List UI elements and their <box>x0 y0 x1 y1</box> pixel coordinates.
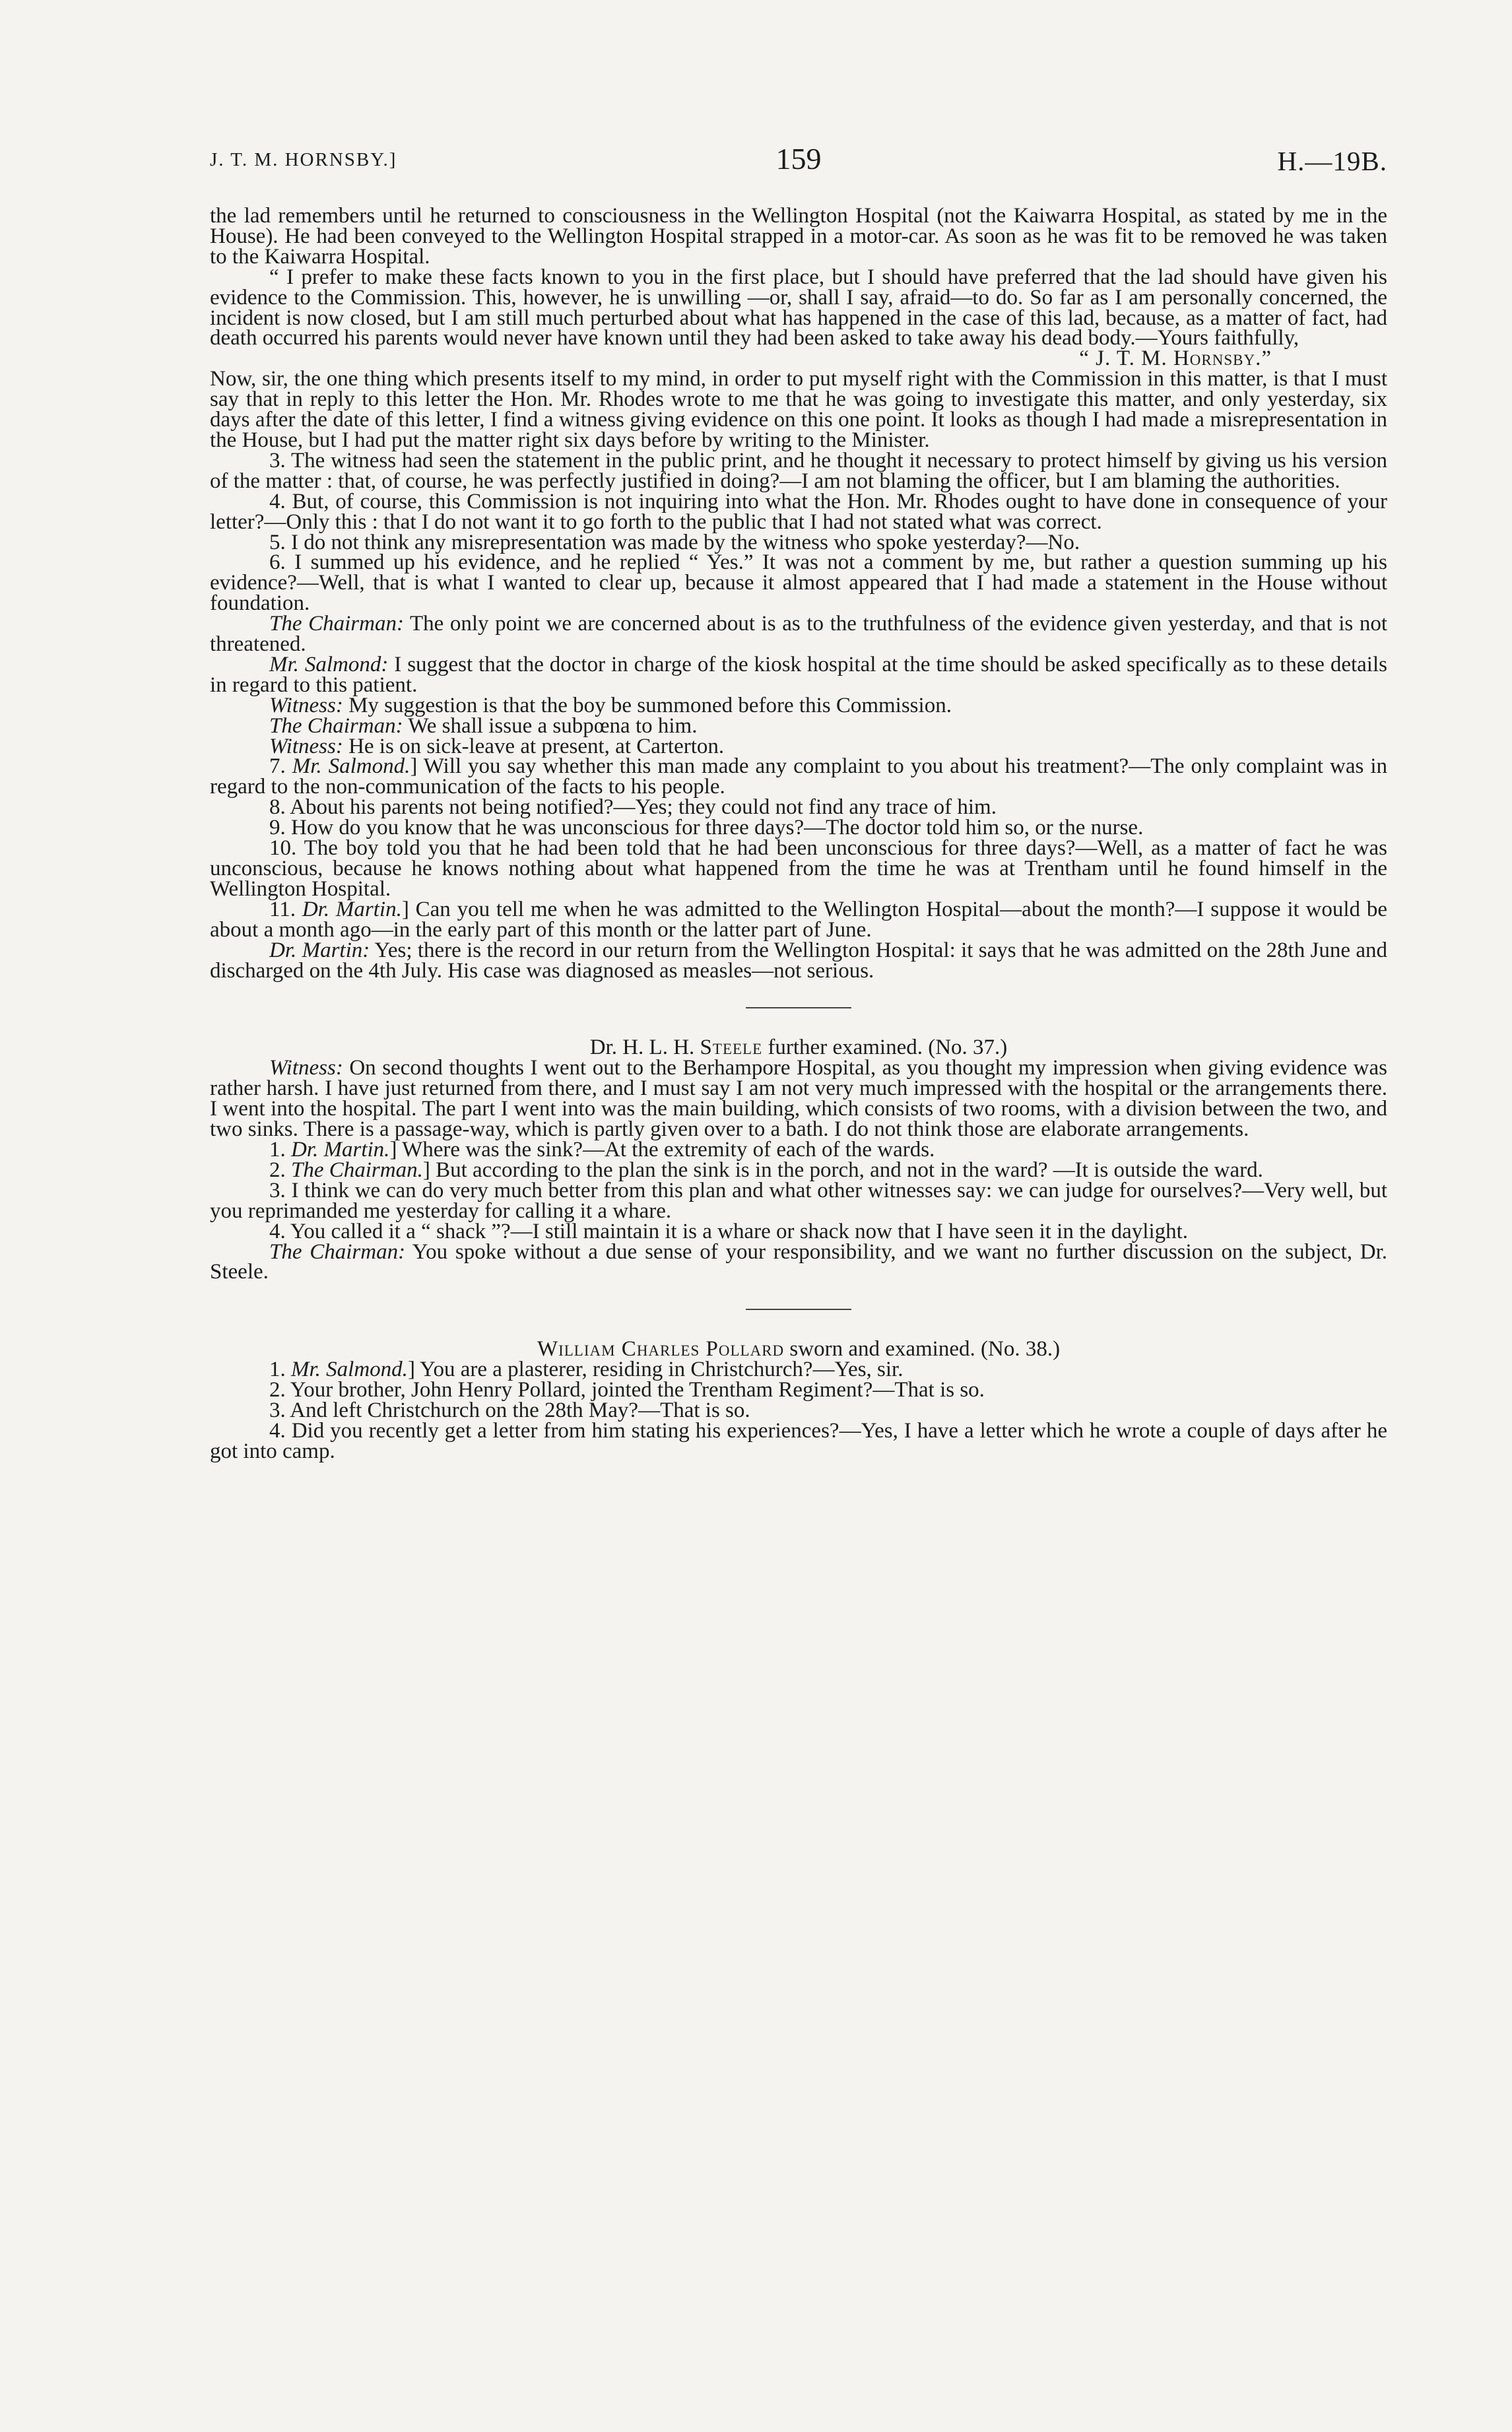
signature-text: “ J. T. M. Hornsby.” <box>1079 346 1272 371</box>
speaker: The Chairman: <box>269 612 404 636</box>
paragraph: the lad remembers until he returned to consciousness in the Wellington Hospital (not the Kaiwarra Hospital, as stated by me in the House). He had been conveyed to the Wellington Hospital strapped in a motor-car. As soon as he was fit to be removed he was taken to the Kaiwarra Hospital. <box>210 204 1387 269</box>
statement <box>210 652 1387 697</box>
speaker: The Chairman: <box>269 713 403 738</box>
statement-text: We shall issue a subpœna to him. <box>403 713 698 738</box>
section-heading-pollard: William Charles Pollard sworn and examined. (No. 38.) <box>537 1337 1061 1362</box>
page-header <box>210 141 1387 181</box>
question-number: 1. <box>269 1137 291 1162</box>
question <box>210 1137 1387 1162</box>
statement <box>210 614 1387 655</box>
question-text: ] You are a plasterer, residing in Christchurch?—Yes, sir. <box>407 1358 904 1382</box>
speaker: Witness: <box>269 1056 343 1080</box>
statement <box>210 1239 1387 1284</box>
question-number: 11. <box>269 897 302 921</box>
speaker: Mr. Salmond. <box>291 1358 408 1382</box>
witness-name: William Charles Pollard <box>537 1337 785 1362</box>
question: 3. I think we can do very much better from this plan and what other witnesses say: we can judge for ourselves?—Very well, but you reprimanded me yesterday for calling it a whare. <box>210 1178 1387 1223</box>
speaker: Witness: <box>269 734 343 758</box>
question-text: ] Can you tell me when he was admitted to the Wellington Hospital—about the month?—I suppose it would be about a month ago—in the early part of this month or the latter part of June. <box>210 897 1387 942</box>
page-number: 159 <box>775 142 822 176</box>
speaker: Dr. Martin: <box>269 938 370 962</box>
section-divider <box>746 1309 851 1310</box>
witness-surname: Steele <box>700 1035 763 1060</box>
speaker: Mr. Salmond: <box>269 652 389 676</box>
question: 8. About his parents not being notified?—Yes; they could not find any trace of him. <box>269 795 997 820</box>
question: 5. I do not think any misrepresentation was made by the witness who spoke yesterday?—No. <box>269 530 1080 554</box>
question-number: 1. <box>269 1358 291 1382</box>
question: 4. Did you recently get a letter from him stating his experiences?—Yes, I have a letter which he wrote a couple of days after he got into camp. <box>210 1418 1387 1463</box>
statement-text: On second thoughts I went out to the Berhampore Hospital, as you thought my impression when giving evidence was rather harsh. I have just returned from there, and I must say I am not very much impressed with the hospital or the arrangements there. I went into the hospital. The part I went into was the main building, which consists of two rooms, with a division between the two, and two sinks. There is a passage-way, which is partly given over to a bath. I do not think those are elaborate arrangements. <box>210 1056 1387 1142</box>
document-reference: H.—19B. <box>1277 146 1387 176</box>
statement <box>210 1058 1387 1140</box>
statement-text: The only point we are concerned about is as to the truthfulness of the evidence given yesterday, and that is not threatened. <box>210 612 1388 657</box>
question: 4. But, of course, this Commission is not inquiring into what the Hon. Mr. Rhodes ought to have done in consequence of your letter?—Only this : that I do not want it to go forth to the public that I had not stated what was correct. <box>210 489 1387 534</box>
speaker: The Chairman: <box>269 1239 406 1264</box>
speaker: Mr. Salmond. <box>292 754 411 779</box>
statement <box>210 713 1387 738</box>
statement-text: He is on sick-leave at present, at Carterton. <box>343 734 725 758</box>
question <box>210 1160 1387 1181</box>
section-heading-steele: Dr. H. L. H. Steele further examined. (No. 37.) <box>589 1035 1008 1060</box>
page-body <box>210 206 1387 1462</box>
letter-signature <box>210 348 1387 369</box>
speaker: Dr. Martin. <box>291 1137 390 1162</box>
statement <box>210 734 1387 758</box>
header-witness-name: J. T. M. HORNSBY.] <box>210 149 397 170</box>
question: 4. You called it a “ shack ”?—I still maintain it is a whare or shack now that I have seen it in the daylight. <box>269 1219 1189 1243</box>
question: 3. The witness had seen the statement in the public print, and he thought it necessary to protect himself by giving us his version of the matter : that, of course, he was perfectly justified in doing?—I am not blaming the officer, but I am blaming the authorities. <box>210 448 1387 493</box>
paragraph: Now, sir, the one thing which presents itself to my mind, in order to put myself right with the Commission in this matter, is that I must say that in reply to this letter the Hon. Mr. Rhodes wrote to me that he was going to investigate this matter, and only yesterday, six days after the date of this letter, I find a witness giving evidence on this one point. It looks as though I had made a misrepresentation in the House, but I had put the matter right six days before by writing to the Minister. <box>210 367 1387 452</box>
question-text: ] Where was the sink?—At the extremity of each of the wards. <box>389 1137 935 1162</box>
statement-text: I suggest that the doctor in charge of the kiosk hospital at the time should be asked specifically as to these details in regard to this patient. <box>210 652 1387 697</box>
question-text: ] Will you say whether this man made any complaint to you about his treatment?—The only complaint was in regard to the non-communication of the facts to his people. <box>210 754 1387 799</box>
statement <box>210 940 1387 981</box>
speaker: The Chairman. <box>291 1158 423 1182</box>
question <box>210 897 1387 942</box>
question-text: ] But according to the plan the sink is in the porch, and not in the ward? —It is outside the ward. <box>422 1158 1263 1182</box>
question: 9. How do you know that he was unconscious for three days?—The doctor told him so, or the nurse. <box>269 816 1144 840</box>
question: 10. The boy told you that he had been told that he had been unconscious for three days?—Well, as a matter of fact he was unconscious, because he knows nothing about what happened from the time he was at Trentham until he found himself in the Wellington Hospital. <box>210 836 1387 901</box>
question <box>210 1360 1387 1380</box>
statement-text: You spoke without a due sense of your responsibility, and we want no further discussion on the subject, Dr. Steele. <box>210 1239 1387 1284</box>
speaker: Witness: <box>269 693 343 717</box>
paragraph: “ I prefer to make these facts known to you in the first place, but I should have preferred that the lad should have given his evidence to the Commission. This, however, he is unwilling —or, shall I say, afraid—to do. So far as I am personally concerned, the incident is now closed, but I am still much perturbed about what has happened in the case of this lad, because, as a matter of fact, had death occurred his parents would never have known until they had been asked to take away his dead body.—Yours faithfully, <box>210 265 1387 350</box>
question-number: 2. <box>269 1158 291 1182</box>
statement-text: My suggestion is that the boy be summoned before this Commission. <box>343 693 952 717</box>
statement-text: Yes; there is the record in our return from the Wellington Hospital: it says that he was admitted on the 28th June and discharged on the 4th July. His case was diagnosed as measles—not serious. <box>210 938 1387 983</box>
question <box>210 756 1387 797</box>
question: 2. Your brother, John Henry Pollard, jointed the Trentham Regiment?—That is so. <box>269 1378 985 1402</box>
question-number: 7. <box>269 754 292 779</box>
section-divider <box>746 1007 851 1008</box>
speaker: Dr. Martin. <box>302 897 402 921</box>
question: 6. I summed up his evidence, and he replied “ Yes.” It was not a comment by me, but rather a question summing up his evidence?—Well, that is what I wanted to clear up, because it almost appeared that I had made a statement in the House without foundation. <box>210 550 1387 616</box>
question: 3. And left Christchurch on the 28th May?—That is so. <box>269 1398 750 1423</box>
statement <box>210 693 1387 717</box>
